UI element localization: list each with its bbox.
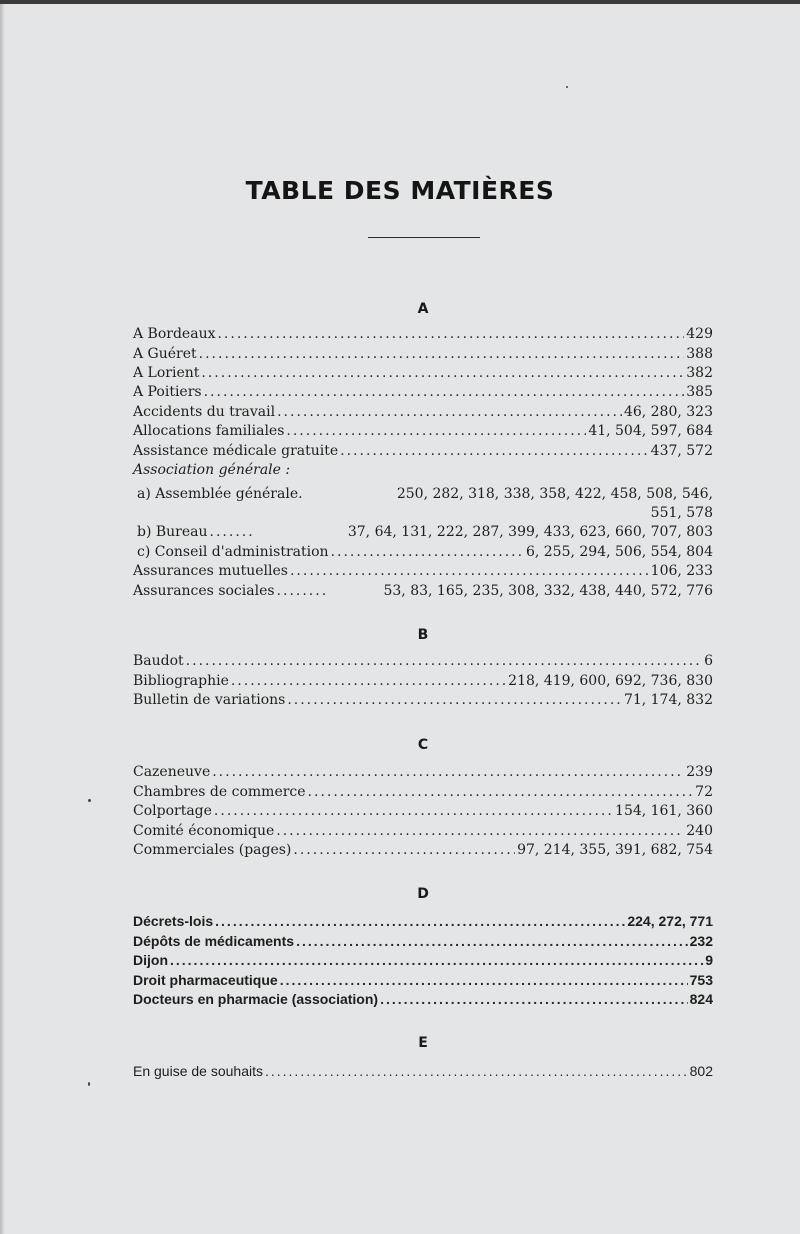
entry-pages: 429	[686, 326, 713, 342]
leader-dots	[296, 932, 688, 950]
entry-pages: 218, 419, 600, 692, 736, 830	[508, 673, 713, 689]
entry-label: A Lorient	[133, 365, 200, 381]
entry-pages: 46, 280, 323	[623, 404, 713, 420]
ink-speck	[88, 799, 91, 802]
entry-label: A Poitiers	[133, 384, 202, 400]
toc-sub-entry	[137, 523, 713, 541]
entry-pages: 72	[695, 784, 713, 800]
leader-dots	[210, 523, 254, 541]
leader-dots	[286, 422, 586, 440]
toc-entry	[133, 783, 713, 801]
entry-group-heading: Association générale :	[133, 462, 291, 478]
leader-dots	[331, 543, 524, 561]
entry-label: A Guéret	[133, 346, 197, 362]
toc-entry	[133, 971, 713, 989]
leader-dots	[214, 802, 613, 820]
entry-label: b) Bureau	[137, 524, 208, 540]
entry-label: En guise de souhaits	[133, 1063, 263, 1079]
toc-sub-entry	[137, 543, 713, 561]
entry-label: Bulletin de variations	[133, 692, 286, 708]
entry-label: Baudot	[133, 653, 184, 669]
entry-pages: 753	[689, 972, 713, 988]
entry-pages: 53, 83, 165, 235, 308, 332, 438, 440, 572, 776	[383, 583, 713, 599]
entry-pages: 6	[704, 653, 713, 669]
entry-label: c) Conseil d'administration	[137, 544, 329, 560]
toc-entry	[133, 422, 713, 440]
toc-entry	[133, 763, 713, 781]
leader-dots	[340, 442, 649, 460]
entry-label: Dijon	[133, 952, 168, 968]
entry-label: Cazeneuve	[133, 764, 211, 780]
toc-entry	[133, 822, 713, 840]
toc-entry	[133, 841, 713, 859]
entry-pages: 71, 174, 832	[623, 692, 713, 708]
toc-entry	[133, 325, 713, 343]
section-letter-a: A	[417, 301, 429, 317]
entry-label: Accidents du travail	[133, 404, 276, 420]
toc-entry	[133, 990, 713, 1008]
entry-pages: 9	[705, 952, 713, 968]
leader-dots	[308, 783, 694, 801]
toc-entry	[133, 442, 713, 460]
toc-entry	[133, 562, 713, 580]
toc-entry	[133, 951, 713, 969]
entry-label: Chambres de commerce	[133, 784, 306, 800]
toc-entry	[133, 364, 713, 382]
entry-label: Commerciales (pages)	[133, 842, 292, 858]
entry-label: Colportage	[133, 803, 212, 819]
entry-pages: 37, 64, 131, 222, 287, 399, 433, 623, 660, 707, 803	[347, 524, 713, 540]
ink-speck	[88, 1082, 90, 1086]
entry-pages: 97, 214, 355, 391, 682, 754	[517, 842, 713, 858]
section-letter-b: B	[417, 627, 429, 643]
toc-entry	[133, 802, 713, 820]
entry-pages: 106, 233	[650, 563, 713, 579]
entry-pages: 250, 282, 318, 338, 358, 422, 458, 508, 546,	[396, 486, 713, 502]
leader-dots	[287, 691, 622, 709]
entry-label: Droit pharmaceutique	[133, 972, 278, 988]
entry-label: Décrets-lois	[133, 913, 214, 929]
entry-label: Bibliographie	[133, 673, 229, 689]
leader-dots	[170, 951, 703, 969]
ink-speck	[566, 86, 568, 88]
toc-entry	[133, 652, 713, 670]
toc-entry	[133, 672, 713, 690]
entry-label: A Bordeaux	[133, 326, 216, 342]
leader-dots	[293, 841, 515, 859]
leader-dots	[212, 763, 684, 781]
leader-dots	[199, 345, 685, 363]
entry-pages-continued: 551, 578	[650, 505, 713, 521]
leader-dots	[280, 971, 688, 989]
leader-dots	[276, 822, 684, 840]
entry-pages: 437, 572	[650, 443, 713, 459]
entry-pages: 802	[689, 1063, 713, 1079]
toc-entry	[133, 912, 713, 930]
entry-pages: 232	[689, 933, 713, 949]
section-letter-e: E	[418, 1035, 428, 1051]
toc-sub-entry	[137, 485, 713, 503]
section-letter-c: C	[417, 737, 429, 753]
leader-dots	[277, 582, 329, 600]
entry-pages: 239	[686, 764, 713, 780]
entry-label: Assurances mutuelles	[133, 563, 288, 579]
toc-entry	[133, 345, 713, 363]
entry-pages: 824	[689, 991, 713, 1007]
toc-entry	[133, 932, 713, 950]
entry-label: a) Assemblée générale.	[137, 486, 303, 502]
entry-pages: 385	[686, 384, 713, 400]
leader-dots	[217, 325, 684, 343]
title-rule	[368, 237, 480, 238]
entry-pages: 388	[686, 346, 713, 362]
leader-dots	[290, 562, 649, 580]
toc-entry	[133, 582, 713, 600]
entry-pages: 240	[686, 823, 713, 839]
entry-pages: 154, 161, 360	[615, 803, 713, 819]
entry-label: Assistance médicale gratuite	[133, 443, 339, 459]
entry-pages: 382	[686, 365, 713, 381]
leader-dots	[265, 1062, 688, 1080]
leader-dots	[231, 672, 506, 690]
leader-dots	[186, 652, 702, 670]
entry-label: Allocations familiales	[133, 423, 285, 439]
entry-label: Assurances sociales	[133, 583, 275, 599]
leader-dots	[215, 912, 625, 930]
toc-entry	[133, 1062, 713, 1080]
page-title: TABLE DES MATIÈRES	[245, 176, 555, 205]
section-letter-d: D	[417, 886, 429, 902]
entry-pages: 6, 255, 294, 506, 554, 804	[525, 544, 713, 560]
entry-pages: 224, 272, 771	[627, 913, 713, 929]
leader-dots	[204, 383, 685, 401]
entry-label: Dépôts de médicaments	[133, 933, 295, 949]
toc-entry	[133, 383, 713, 401]
leader-dots	[201, 364, 684, 382]
toc-entry	[133, 403, 713, 421]
entry-label: Comité économique	[133, 823, 275, 839]
leader-dots	[380, 990, 688, 1008]
entry-pages: 41, 504, 597, 684	[588, 423, 713, 439]
entry-label: Docteurs en pharmacie (association)	[133, 991, 379, 1007]
leader-dots	[277, 403, 622, 421]
toc-entry	[133, 691, 713, 709]
